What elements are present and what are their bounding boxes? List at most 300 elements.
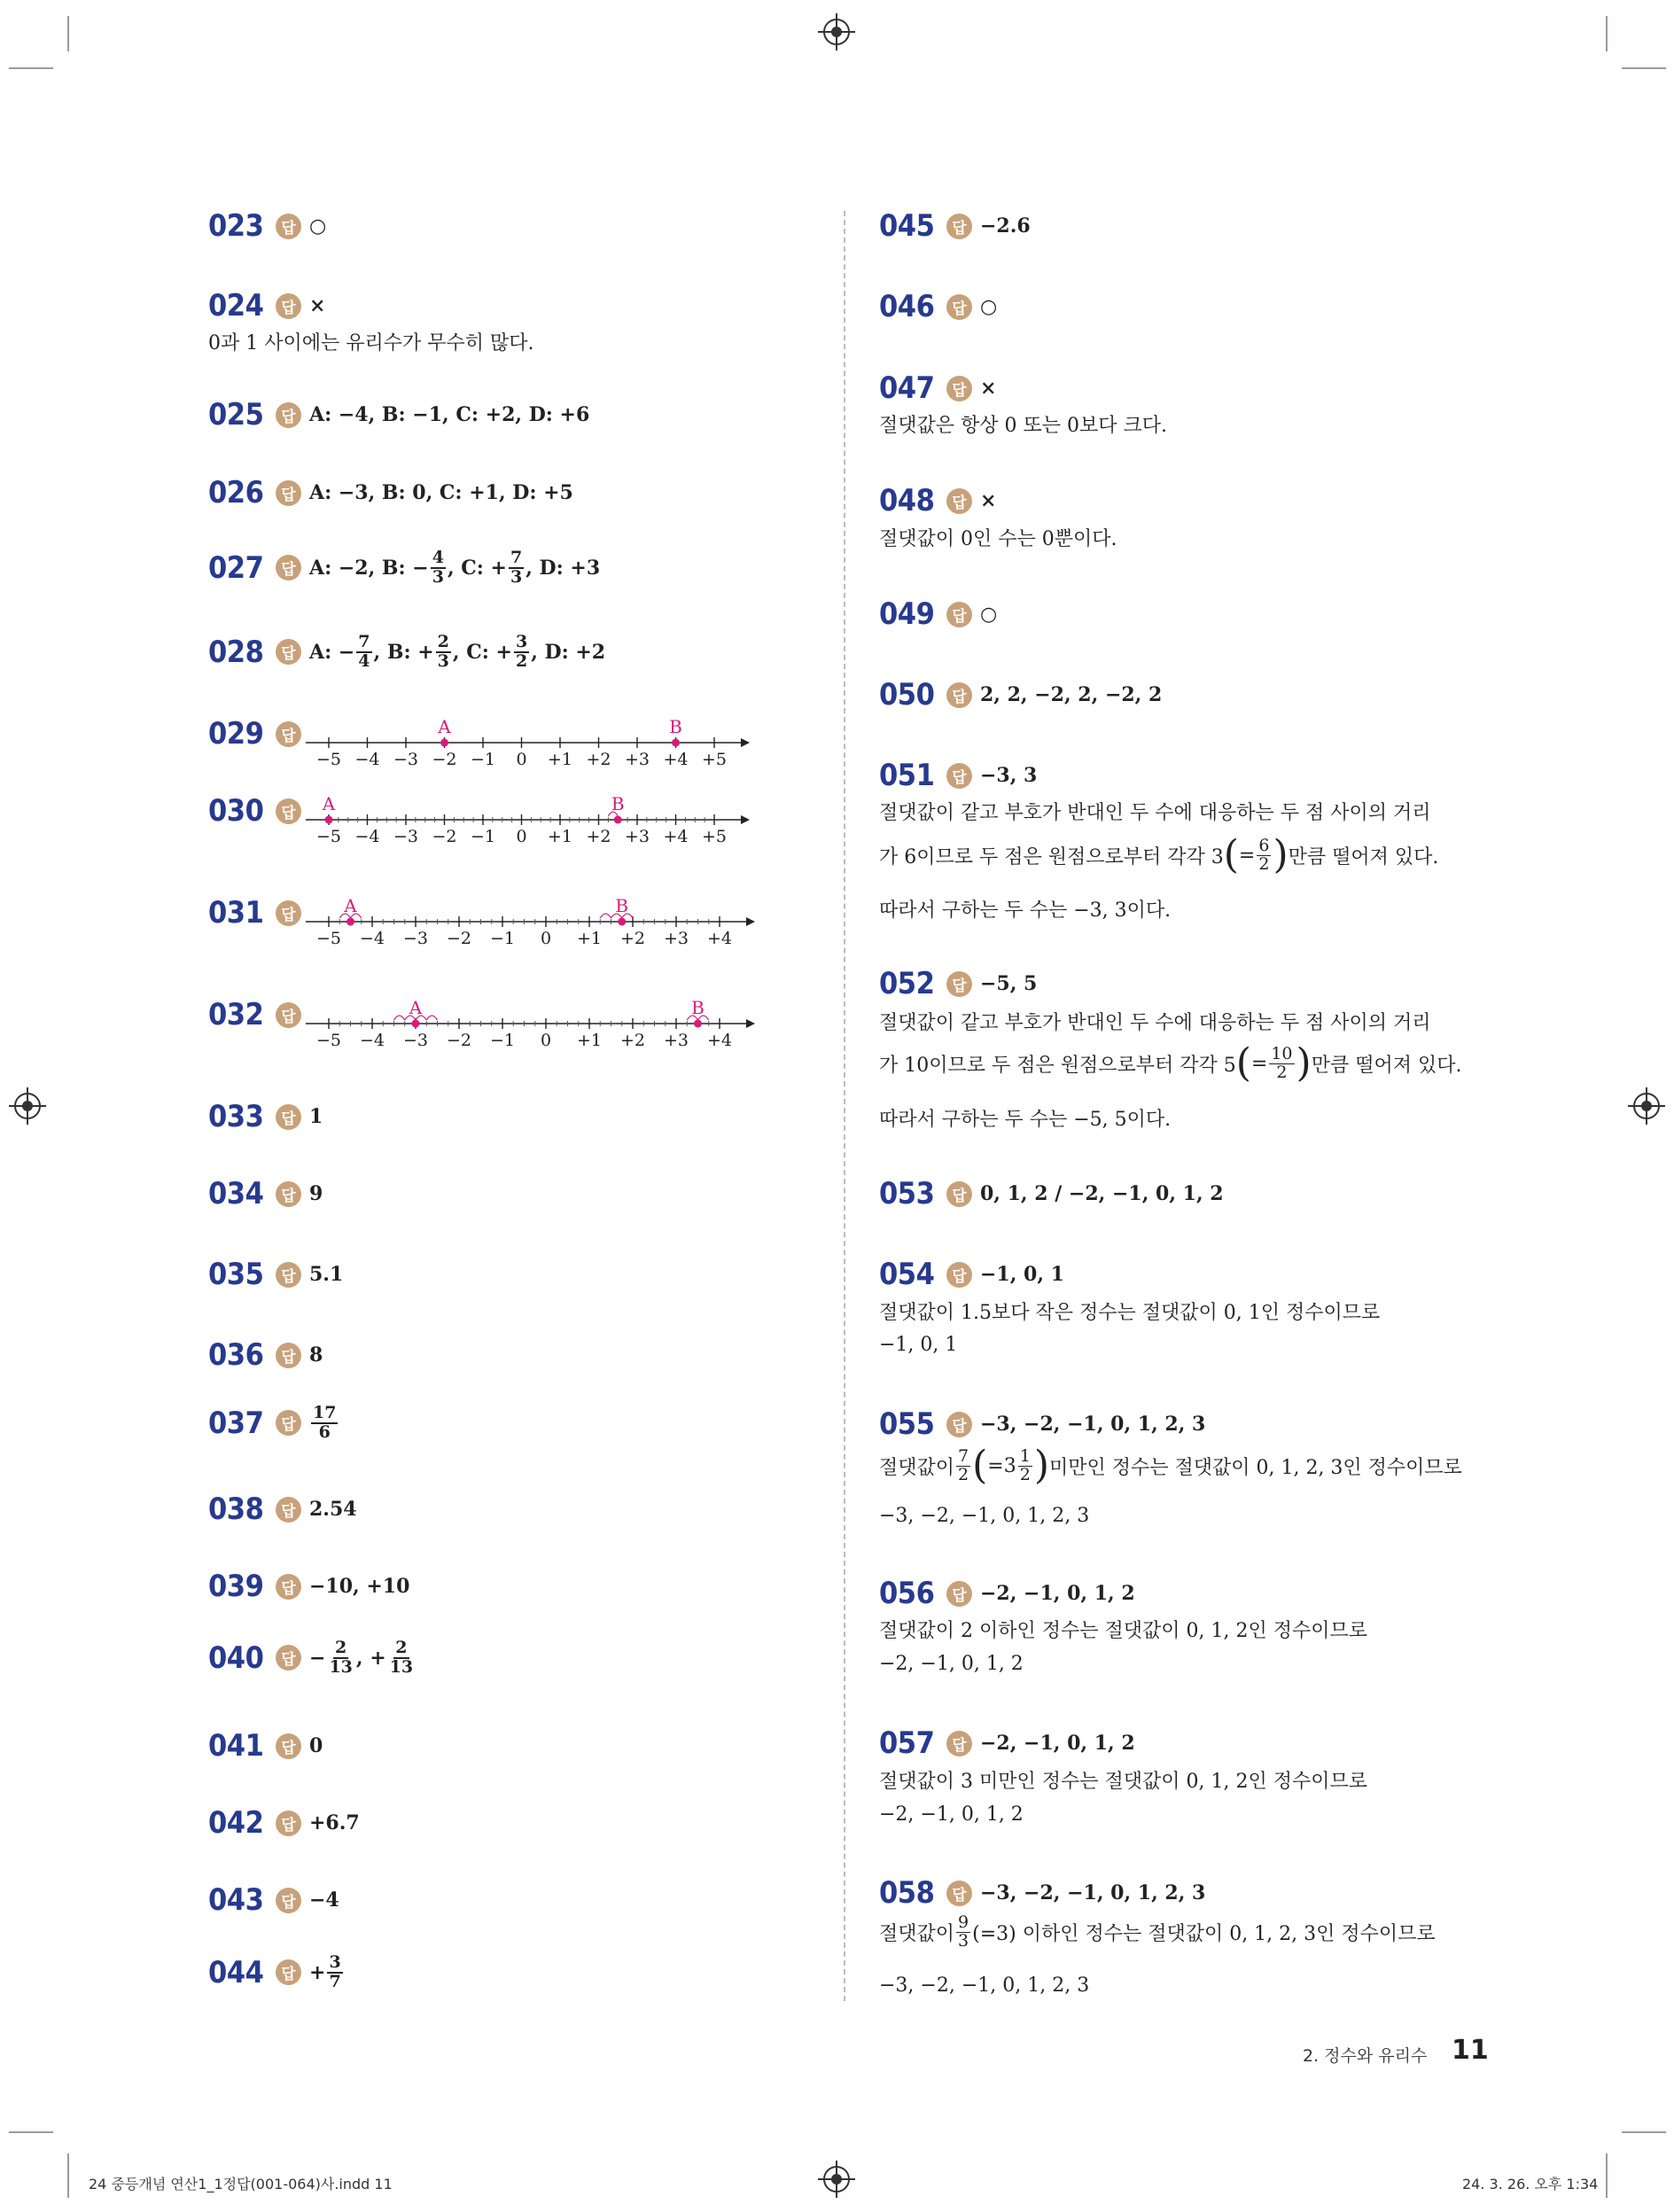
answer-text: × bbox=[309, 294, 326, 317]
denominator: 3 bbox=[432, 566, 444, 587]
crop-mark bbox=[1606, 16, 1608, 51]
answer-item bbox=[208, 1099, 323, 1134]
tick-label: 0 bbox=[516, 750, 527, 769]
tick-label: +1 bbox=[576, 1031, 603, 1050]
point-label: B bbox=[669, 716, 682, 737]
item-number: 038 bbox=[208, 1492, 264, 1527]
tick-label: −3 bbox=[393, 827, 419, 846]
fraction bbox=[311, 1405, 338, 1442]
answer-item bbox=[208, 1337, 323, 1373]
answer-item bbox=[208, 1640, 417, 1677]
item-number: 055 bbox=[879, 1406, 935, 1442]
answer-badge-icon: 답 bbox=[946, 488, 972, 514]
tick-label: −3 bbox=[393, 750, 419, 769]
answer-badge-icon: 답 bbox=[946, 1881, 972, 1906]
answer-text: −5, 5 bbox=[980, 972, 1038, 995]
tick-label: −5 bbox=[315, 750, 342, 769]
tick-label: −2 bbox=[446, 929, 472, 948]
crop-mark bbox=[1606, 2154, 1608, 2198]
paren: ) bbox=[1296, 1040, 1312, 1086]
tick-label: −5 bbox=[315, 929, 342, 948]
item-number: 044 bbox=[208, 1954, 264, 1990]
registration-mark-icon bbox=[823, 19, 850, 45]
tick-label: −1 bbox=[470, 827, 496, 846]
explanation-text: 따라서 구하는 두 수는 −5, 5이다. bbox=[879, 1109, 1172, 1131]
denominator: 3 bbox=[437, 650, 449, 671]
number-line bbox=[297, 791, 767, 853]
item-number: 036 bbox=[208, 1337, 264, 1373]
answer-part: , + bbox=[355, 1646, 386, 1670]
answer-text: × bbox=[980, 377, 997, 400]
denominator: 13 bbox=[389, 1656, 414, 1677]
registration-mark-icon bbox=[1633, 1093, 1660, 1119]
tick-label: −3 bbox=[402, 1031, 429, 1050]
paren: ( bbox=[1235, 1040, 1251, 1086]
explanation-part: 만큼 떨어져 있다. bbox=[1288, 845, 1439, 868]
tick-label: −4 bbox=[359, 1031, 385, 1050]
answer-badge-icon: 답 bbox=[276, 1410, 301, 1436]
item-number: 026 bbox=[208, 475, 264, 510]
explanation-text: 절댓값이 1.5보다 작은 정수는 절댓값이 0, 1인 정수이므로 bbox=[879, 1302, 1381, 1324]
numerator: 17 bbox=[313, 1403, 337, 1422]
tick-label: −1 bbox=[470, 750, 496, 769]
answer-text: −3, 3 bbox=[980, 764, 1038, 787]
tick-label: −4 bbox=[354, 827, 380, 846]
answer-text: 2, 2, −2, 2, −2, 2 bbox=[980, 683, 1163, 706]
column-divider bbox=[844, 211, 845, 2001]
fraction bbox=[956, 1445, 970, 1484]
answer-item bbox=[879, 677, 1162, 713]
answer-text: A: −3, B: 0, C: +1, D: +5 bbox=[309, 481, 573, 504]
answer-badge-icon: 답 bbox=[276, 1645, 301, 1671]
numerator: 9 bbox=[958, 1912, 969, 1932]
answer-text: −4 bbox=[309, 1889, 339, 1912]
answer-badge-icon: 답 bbox=[276, 1181, 301, 1207]
answer-item bbox=[879, 758, 1037, 793]
answer-item bbox=[208, 1805, 360, 1841]
answer-text: 0, 1, 2 / −2, −1, 0, 1, 2 bbox=[980, 1182, 1224, 1205]
answer-text: −2.6 bbox=[980, 214, 1031, 238]
answer-item bbox=[208, 997, 309, 1032]
explanation-text: −2, −1, 0, 1, 2 bbox=[879, 1803, 1024, 1826]
item-number: 048 bbox=[879, 483, 935, 518]
arrow-icon bbox=[746, 1019, 755, 1028]
answer-badge-icon: 답 bbox=[946, 682, 972, 708]
point-marker bbox=[672, 739, 680, 747]
crop-mark bbox=[9, 2131, 53, 2133]
answer-item bbox=[879, 1406, 1205, 1442]
point-label: A bbox=[322, 793, 336, 814]
explanation-text: 절댓값은 항상 0 또는 0보다 크다. bbox=[879, 415, 1167, 437]
item-number: 028 bbox=[208, 634, 264, 670]
explanation-text: 따라서 구하는 두 수는 −3, 3이다. bbox=[879, 900, 1172, 922]
denominator: 2 bbox=[515, 650, 528, 671]
answer-part: , D: +2 bbox=[531, 640, 606, 664]
registration-mark-icon bbox=[823, 2166, 850, 2193]
item-number: 023 bbox=[208, 208, 264, 244]
answer-badge-icon: 답 bbox=[946, 602, 972, 627]
tick-label: +5 bbox=[701, 750, 728, 769]
number-line bbox=[297, 994, 767, 1056]
denominator: 13 bbox=[329, 1656, 353, 1677]
point-marker bbox=[618, 918, 626, 926]
answer-item bbox=[879, 1257, 1064, 1292]
point-label: B bbox=[615, 895, 629, 916]
paren: ) bbox=[1273, 832, 1289, 877]
answer-item bbox=[208, 1954, 345, 1991]
answer-item bbox=[879, 966, 1037, 1001]
denominator: 2 bbox=[1019, 1464, 1031, 1484]
answer-badge-icon: 답 bbox=[276, 293, 301, 319]
tick-label: +4 bbox=[706, 1031, 733, 1050]
item-number: 024 bbox=[208, 288, 264, 323]
arrow-icon bbox=[741, 815, 750, 824]
numerator: 7 bbox=[358, 632, 370, 651]
fraction bbox=[436, 634, 451, 671]
answer-badge-icon: 답 bbox=[946, 294, 972, 320]
number-line bbox=[297, 892, 767, 954]
numerator: 2 bbox=[335, 1638, 347, 1657]
fraction bbox=[327, 1640, 354, 1677]
answer-badge-icon: 답 bbox=[276, 480, 301, 506]
answer-badge-icon: 답 bbox=[276, 1733, 301, 1759]
answer-badge-icon: 답 bbox=[946, 971, 972, 997]
denominator: 2 bbox=[1258, 853, 1270, 874]
explanation-text: −3, −2, −1, 0, 1, 2, 3 bbox=[879, 1974, 1090, 1997]
answer-item bbox=[879, 1576, 1135, 1611]
crop-mark bbox=[67, 16, 69, 51]
registration-mark-icon bbox=[14, 1093, 41, 1119]
explanation-text bbox=[879, 832, 1439, 877]
tick-label: +3 bbox=[663, 1031, 689, 1050]
item-number: 031 bbox=[208, 895, 264, 931]
interval-arc bbox=[600, 914, 611, 918]
answer-text bbox=[309, 1954, 345, 1991]
answer-badge-icon: 답 bbox=[276, 900, 301, 926]
answer-badge-icon: 답 bbox=[276, 1497, 301, 1523]
fraction bbox=[509, 549, 524, 587]
answer-badge-icon: 답 bbox=[276, 639, 301, 665]
file-slug: 24 중등개념 연산1_1정답(001-064)사.indd 11 bbox=[89, 2176, 393, 2193]
answer-part: + bbox=[309, 1960, 326, 1984]
tick-label: 0 bbox=[540, 929, 552, 948]
explanation-text: 절댓값이 같고 부호가 반대인 두 수에 대응하는 두 점 사이의 거리 bbox=[879, 802, 1431, 824]
answer-item bbox=[879, 208, 1031, 244]
interval-arc bbox=[394, 1016, 405, 1020]
answer-text: 1 bbox=[309, 1105, 323, 1128]
item-number: 043 bbox=[208, 1882, 264, 1918]
answer-item bbox=[208, 1492, 357, 1527]
fraction bbox=[431, 549, 446, 587]
explanation-text: 절댓값이 0인 수는 0뿐이다. bbox=[879, 528, 1117, 550]
numerator: 6 bbox=[1258, 835, 1270, 855]
numerator: 7 bbox=[958, 1445, 969, 1466]
item-number: 050 bbox=[879, 677, 935, 713]
item-number: 045 bbox=[879, 208, 935, 244]
answer-item bbox=[208, 1257, 343, 1292]
tick-label: −2 bbox=[446, 1031, 472, 1050]
item-number: 035 bbox=[208, 1257, 264, 1292]
interval-arc bbox=[426, 1016, 437, 1020]
fraction bbox=[514, 634, 529, 671]
tick-label: 0 bbox=[516, 827, 527, 846]
answer-badge-icon: 답 bbox=[946, 1412, 972, 1437]
paren: ) bbox=[1033, 1443, 1049, 1488]
fraction bbox=[388, 1640, 415, 1677]
explanation-part: =3 bbox=[987, 1454, 1016, 1477]
item-number: 051 bbox=[879, 758, 935, 793]
explanation-text: 절댓값이 같고 부호가 반대인 두 수에 대응하는 두 점 사이의 거리 bbox=[879, 1012, 1431, 1034]
point-label: A bbox=[409, 997, 423, 1018]
paren: ( bbox=[972, 1443, 988, 1488]
point-marker bbox=[694, 1020, 702, 1028]
item-number: 054 bbox=[879, 1257, 935, 1292]
answer-badge-icon: 답 bbox=[276, 1262, 301, 1288]
explanation-part: (=3) 이하인 정수는 절댓값이 0, 1, 2, 3인 정수이므로 bbox=[972, 1922, 1436, 1945]
answer-item bbox=[208, 895, 309, 931]
explanation-part: = bbox=[1250, 1052, 1268, 1075]
answer-badge-icon: 답 bbox=[946, 1262, 972, 1288]
item-number: 053 bbox=[879, 1176, 935, 1211]
answer-text: ○ bbox=[309, 214, 327, 238]
item-number: 030 bbox=[208, 793, 264, 829]
answer-text: −2, −1, 0, 1, 2 bbox=[980, 1582, 1135, 1605]
explanation-text bbox=[879, 1443, 1462, 1488]
answer-text: −3, −2, −1, 0, 1, 2, 3 bbox=[980, 1881, 1206, 1904]
answer-item bbox=[208, 549, 600, 587]
item-number: 032 bbox=[208, 997, 264, 1032]
crop-mark bbox=[67, 2154, 69, 2198]
answer-text: 5.1 bbox=[309, 1263, 344, 1286]
answer-text: −3, −2, −1, 0, 1, 2, 3 bbox=[980, 1413, 1206, 1436]
tick-label: +2 bbox=[619, 1031, 646, 1050]
denominator: 3 bbox=[510, 566, 523, 587]
answer-part: − bbox=[309, 1646, 326, 1670]
answer-item bbox=[208, 1405, 339, 1442]
answer-text: 8 bbox=[309, 1344, 323, 1367]
item-number: 058 bbox=[879, 1875, 935, 1911]
crop-mark bbox=[1622, 2131, 1666, 2133]
explanation-part: 가 10이므로 두 점은 원점으로부터 각각 5 bbox=[879, 1054, 1236, 1077]
item-number: 047 bbox=[879, 370, 935, 406]
fraction bbox=[356, 634, 371, 671]
answer-badge-icon: 답 bbox=[946, 1181, 972, 1207]
answer-part: A: − bbox=[309, 640, 355, 664]
paren: ( bbox=[1223, 832, 1239, 877]
tick-label: +4 bbox=[663, 750, 689, 769]
tick-label: +1 bbox=[547, 750, 573, 769]
tick-label: −1 bbox=[489, 1031, 516, 1050]
answer-item bbox=[208, 793, 309, 829]
tick-label: +3 bbox=[624, 750, 650, 769]
answer-badge-icon: 답 bbox=[276, 1343, 301, 1368]
explanation-part: 가 6이므로 두 점은 원점으로부터 각각 3 bbox=[879, 845, 1224, 868]
fraction bbox=[1018, 1445, 1032, 1484]
answer-text: 9 bbox=[309, 1182, 323, 1205]
answer-badge-icon: 답 bbox=[276, 555, 301, 580]
explanation-text: 0과 1 사이에는 유리수가 무수히 많다. bbox=[208, 332, 534, 354]
explanation-text bbox=[879, 1914, 1436, 1951]
tick-label: −4 bbox=[354, 750, 380, 769]
explanation-text: 절댓값이 3 미만인 정수는 절댓값이 0, 1, 2인 정수이므로 bbox=[879, 1771, 1367, 1793]
answer-badge-icon: 답 bbox=[276, 1104, 301, 1130]
answer-item bbox=[208, 397, 589, 432]
point-label: A bbox=[344, 895, 357, 916]
answer-badge-icon: 답 bbox=[276, 402, 301, 428]
item-number: 025 bbox=[208, 397, 264, 432]
tick-label: −3 bbox=[402, 929, 429, 948]
fraction bbox=[327, 1954, 342, 1991]
tick-label: +3 bbox=[624, 827, 650, 846]
answer-badge-icon: 답 bbox=[946, 1581, 972, 1607]
crop-mark bbox=[9, 67, 53, 69]
answer-badge-icon: 답 bbox=[276, 1574, 301, 1600]
numerator: 7 bbox=[510, 548, 523, 567]
explanation-part: = bbox=[1238, 844, 1256, 867]
number-line bbox=[297, 713, 767, 775]
tick-label: +1 bbox=[547, 827, 573, 846]
answer-item bbox=[208, 1728, 323, 1764]
explanation-part: 미만인 정수는 절댓값이 0, 1, 2, 3인 정수이므로 bbox=[1048, 1456, 1462, 1479]
numerator: 3 bbox=[329, 1952, 341, 1972]
answer-text: −10, +10 bbox=[309, 1575, 410, 1598]
numerator: 3 bbox=[515, 632, 528, 651]
answer-item bbox=[879, 596, 997, 632]
answer-item bbox=[879, 483, 996, 518]
tick-label: +2 bbox=[619, 929, 646, 948]
explanation-text bbox=[879, 1040, 1462, 1086]
answer-badge-icon: 답 bbox=[276, 798, 301, 824]
answer-item bbox=[208, 1882, 339, 1918]
answer-item bbox=[879, 1176, 1224, 1211]
page-number: 11 bbox=[1452, 2035, 1489, 2066]
answer-part: , D: +3 bbox=[526, 556, 601, 580]
answer-text: ○ bbox=[980, 603, 998, 626]
numerator: 2 bbox=[395, 1638, 408, 1657]
item-number: 042 bbox=[208, 1805, 264, 1841]
answer-text: 2.54 bbox=[309, 1498, 357, 1521]
item-number: 033 bbox=[208, 1099, 264, 1134]
point-marker bbox=[412, 1020, 420, 1028]
answer-badge-icon: 답 bbox=[946, 214, 972, 239]
answer-badge-icon: 답 bbox=[946, 1731, 972, 1756]
item-number: 027 bbox=[208, 549, 264, 586]
item-number: 034 bbox=[208, 1176, 264, 1211]
answer-item bbox=[208, 1176, 323, 1211]
answer-text: × bbox=[980, 489, 997, 512]
item-number: 029 bbox=[208, 716, 264, 752]
answer-text bbox=[309, 549, 600, 587]
point-marker bbox=[614, 816, 622, 824]
explanation-part: 절댓값이 bbox=[879, 1922, 955, 1945]
answer-badge-icon: 답 bbox=[276, 1002, 301, 1028]
item-number: 041 bbox=[208, 1728, 264, 1764]
point-label: B bbox=[691, 997, 705, 1018]
numerator: 4 bbox=[432, 548, 444, 567]
answer-badge-icon: 답 bbox=[946, 763, 972, 789]
answer-badge-icon: 답 bbox=[276, 1811, 301, 1836]
answer-badge-icon: 답 bbox=[946, 376, 972, 401]
answer-text bbox=[309, 1405, 339, 1442]
denominator: 2 bbox=[1276, 1062, 1288, 1082]
tick-label: −5 bbox=[315, 827, 342, 846]
item-number: 049 bbox=[879, 596, 935, 632]
point-label: B bbox=[611, 793, 625, 814]
tick-label: +1 bbox=[576, 929, 603, 948]
answer-part: , C: + bbox=[447, 556, 507, 580]
arrow-icon bbox=[741, 738, 750, 747]
item-number: 046 bbox=[879, 289, 935, 324]
explanation-text: 절댓값이 2 이하인 정수는 절댓값이 0, 1, 2인 정수이므로 bbox=[879, 1620, 1367, 1642]
tick-label: −1 bbox=[489, 929, 516, 948]
answer-text: −2, −1, 0, 1, 2 bbox=[980, 1732, 1135, 1755]
arrow-icon bbox=[746, 917, 755, 926]
numerator: 2 bbox=[437, 632, 449, 651]
answer-item bbox=[879, 1875, 1205, 1911]
item-number: 037 bbox=[208, 1405, 264, 1441]
answer-item bbox=[208, 634, 605, 671]
tick-label: −4 bbox=[359, 929, 385, 948]
denominator: 3 bbox=[958, 1930, 969, 1951]
answer-badge-icon: 답 bbox=[276, 1959, 301, 1985]
point-label: A bbox=[438, 716, 451, 737]
answer-item bbox=[208, 288, 325, 323]
answer-item bbox=[208, 475, 573, 510]
fraction bbox=[956, 1914, 970, 1951]
denominator: 2 bbox=[958, 1464, 969, 1484]
explanation-text: −1, 0, 1 bbox=[879, 1334, 958, 1356]
explanation-text: −3, −2, −1, 0, 1, 2, 3 bbox=[879, 1505, 1090, 1527]
answer-item bbox=[208, 716, 309, 752]
explanation-part: 만큼 떨어져 있다. bbox=[1311, 1054, 1462, 1077]
denominator: 4 bbox=[358, 650, 370, 671]
crop-mark bbox=[1622, 67, 1666, 69]
tick-label: +3 bbox=[663, 929, 689, 948]
numerator: 10 bbox=[1271, 1043, 1293, 1063]
item-number: 040 bbox=[208, 1640, 264, 1676]
answer-badge-icon: 답 bbox=[276, 1888, 301, 1913]
tick-label: +4 bbox=[706, 929, 733, 948]
item-number: 039 bbox=[208, 1569, 264, 1604]
answer-part: A: −2, B: − bbox=[309, 556, 429, 580]
answer-item bbox=[879, 289, 997, 324]
chapter-label: 2. 정수와 유리수 bbox=[1303, 2046, 1428, 2066]
numerator: 1 bbox=[1019, 1445, 1031, 1466]
answer-text bbox=[309, 634, 605, 671]
tick-label: −2 bbox=[432, 750, 457, 769]
tick-label: −5 bbox=[315, 1031, 342, 1050]
fraction bbox=[1257, 837, 1271, 874]
tick-label: +2 bbox=[586, 750, 611, 769]
answer-badge-icon: 답 bbox=[276, 214, 301, 239]
fraction bbox=[1269, 1043, 1294, 1082]
point-marker bbox=[440, 739, 448, 747]
point-marker bbox=[325, 816, 333, 824]
item-number: 052 bbox=[879, 966, 935, 1001]
answer-text: −1, 0, 1 bbox=[980, 1263, 1064, 1286]
answer-part: , B: + bbox=[373, 640, 434, 664]
item-number: 057 bbox=[879, 1725, 935, 1761]
answer-item bbox=[208, 1569, 409, 1604]
answer-item bbox=[879, 370, 996, 406]
tick-label: +4 bbox=[663, 827, 689, 846]
answer-text: 0 bbox=[309, 1734, 323, 1757]
answer-item bbox=[208, 208, 326, 244]
answer-part: , C: + bbox=[452, 640, 512, 664]
tick-label: +5 bbox=[701, 827, 728, 846]
answer-text bbox=[309, 1640, 417, 1677]
tick-label: −2 bbox=[432, 827, 457, 846]
